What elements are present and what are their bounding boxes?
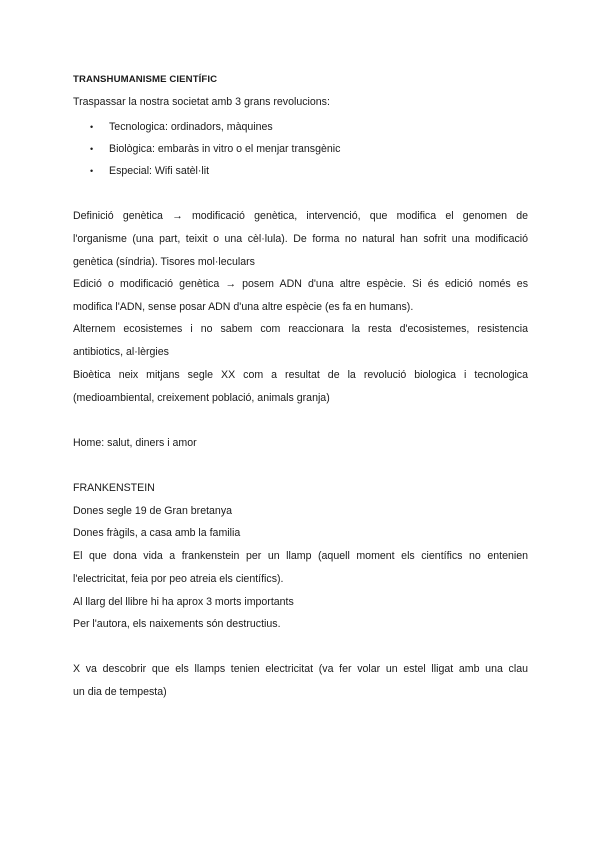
frankenstein-line: Al llarg del llibre hi ha aprox 3 morts importants — [73, 596, 294, 608]
paragraph-line: l'organisme (una part, teixit o una cèl·lula). De forma no natural han sofrit una modificació — [73, 233, 528, 245]
bullet-item: Biològica: embaràs in vitro o el menjar transgènic — [109, 143, 341, 155]
closing-line: un dia de tempesta) — [73, 686, 167, 698]
bullet-item: Tecnologica: ordinadors, màquines — [109, 121, 273, 133]
bullet-icon: • — [90, 166, 94, 176]
home-line: Home: salut, diners i amor — [73, 437, 197, 449]
bullet-icon: • — [90, 122, 94, 132]
paragraph-line: genètica (síndria). Tisores mol·leculars — [73, 256, 255, 268]
paragraph-line: Alternem ecosistemes i no sabem com reaccionara la resta d'ecosistemes, resistencia — [73, 323, 528, 335]
paragraph-line: modifica l'ADN, sense posar ADN d'una altre espècie (es fa en humans). — [73, 301, 414, 313]
paragraph-line: (medioambiental, creixement població, animals granja) — [73, 392, 330, 404]
frankenstein-line: Per l'autora, els naixements són destructius. — [73, 618, 281, 630]
frankenstein-heading: FRANKENSTEIN — [73, 482, 155, 494]
paragraph-line: Bioètica neix mitjans segle XX com a resultat de la revolució biologica i tecnologica — [73, 369, 528, 381]
bullet-item: Especial: Wifi satèl·lit — [109, 165, 210, 177]
frankenstein-line: l'electricitat, feia por peo atreia els científics). — [73, 573, 284, 585]
paragraph-line: Definició genètica → modificació genètica, intervenció, que modifica el genomen de — [73, 210, 528, 222]
frankenstein-line: Dones segle 19 de Gran bretanya — [73, 505, 233, 517]
frankenstein-line: El que dona vida a frankenstein per un llamp (aquell moment els científics no entenien — [73, 550, 528, 562]
paragraph-line: antibiotics, al·lèrgies — [73, 346, 169, 358]
document-title: TRANSHUMANISME CIENTÍFIC — [73, 74, 218, 85]
paragraph-line: Edició o modificació genètica → posem ADN d'una altre espècie. Si és edició només es — [73, 278, 528, 290]
bullet-icon: • — [90, 144, 94, 154]
intro-text: Traspassar la nostra societat amb 3 grans revolucions: — [73, 96, 330, 108]
frankenstein-line: Dones fràgils, a casa amb la familia — [73, 527, 241, 539]
closing-line: X va descobrir que els llamps tenien electricitat (va fer volar un estel lligat amb una clau — [73, 663, 528, 675]
